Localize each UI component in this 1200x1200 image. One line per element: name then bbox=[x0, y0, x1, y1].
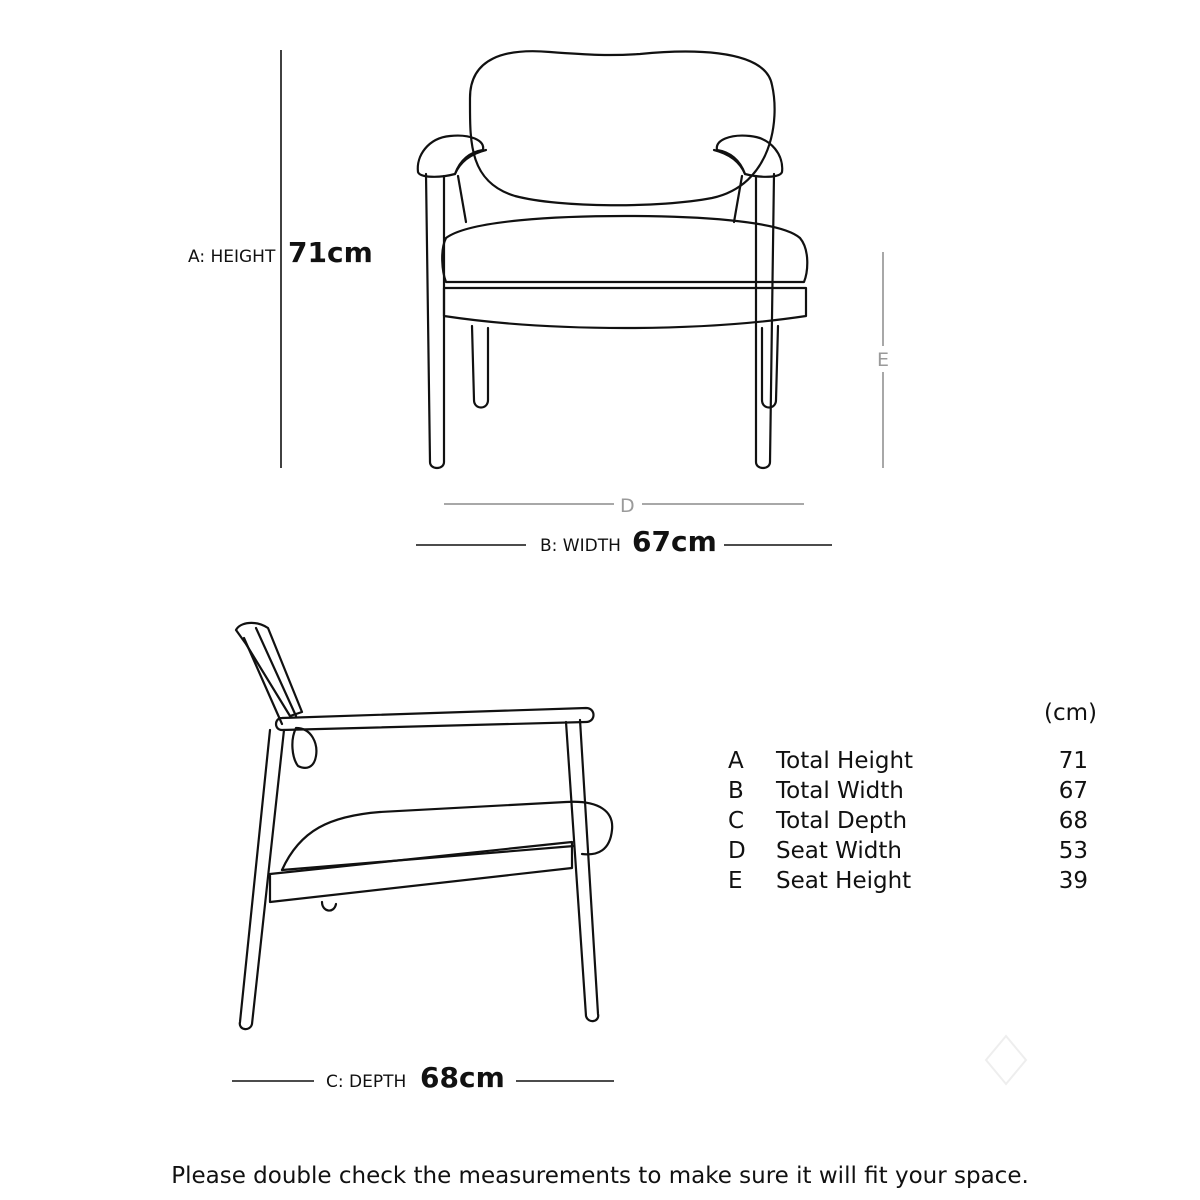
table-row bbox=[728, 808, 1088, 834]
row-name: Total Width bbox=[776, 778, 904, 804]
row-value: 39 bbox=[1058, 868, 1088, 894]
row-key: D bbox=[728, 838, 746, 864]
side-seat-rail bbox=[270, 842, 572, 902]
front-rear-left-leg bbox=[472, 326, 488, 408]
front-backrest bbox=[470, 51, 775, 205]
side-backrest bbox=[236, 623, 302, 716]
table-row bbox=[728, 778, 1088, 804]
row-value: 68 bbox=[1058, 808, 1088, 834]
width-label: B: WIDTH bbox=[540, 536, 621, 556]
width-value: 67cm bbox=[632, 525, 717, 558]
side-glide bbox=[322, 902, 336, 911]
depth-value: 68cm bbox=[420, 1061, 505, 1094]
front-left-leg bbox=[426, 174, 444, 468]
footer-note: Please double check the measurements to make sure it will fit your space. bbox=[171, 1163, 1029, 1189]
row-name: Seat Height bbox=[776, 868, 912, 894]
measurement-table bbox=[728, 700, 1097, 894]
row-value: 71 bbox=[1058, 748, 1088, 774]
side-rear-leg bbox=[240, 730, 284, 1029]
row-key: C bbox=[728, 808, 745, 834]
side-lumbar-pad bbox=[292, 728, 316, 768]
front-seat-cushion bbox=[442, 216, 807, 282]
seat-height-marker: E bbox=[877, 349, 890, 371]
row-name: Total Depth bbox=[776, 808, 908, 834]
front-view-chair bbox=[418, 51, 807, 468]
row-name: Seat Width bbox=[776, 838, 902, 864]
height-value: 71cm bbox=[288, 236, 373, 269]
row-name: Total Height bbox=[776, 748, 914, 774]
height-label: A: HEIGHT bbox=[188, 247, 276, 267]
side-front-leg bbox=[566, 720, 598, 1021]
depth-label: C: DEPTH bbox=[326, 1072, 407, 1092]
watermark-icon bbox=[986, 1036, 1026, 1084]
seat-width-marker: D bbox=[620, 495, 635, 517]
side-seat-cushion bbox=[282, 802, 612, 870]
row-key: E bbox=[728, 868, 743, 894]
table-unit: (cm) bbox=[1044, 700, 1097, 726]
front-seat-rail bbox=[444, 288, 806, 328]
table-row bbox=[728, 868, 1088, 894]
table-row bbox=[728, 838, 1088, 864]
row-key: B bbox=[728, 778, 744, 804]
side-armrest bbox=[276, 708, 594, 730]
side-view-chair bbox=[236, 623, 612, 1029]
table-row bbox=[728, 748, 1088, 774]
front-right-armpad bbox=[717, 136, 782, 177]
row-value: 53 bbox=[1058, 838, 1088, 864]
row-key: A bbox=[728, 748, 744, 774]
row-value: 67 bbox=[1058, 778, 1088, 804]
